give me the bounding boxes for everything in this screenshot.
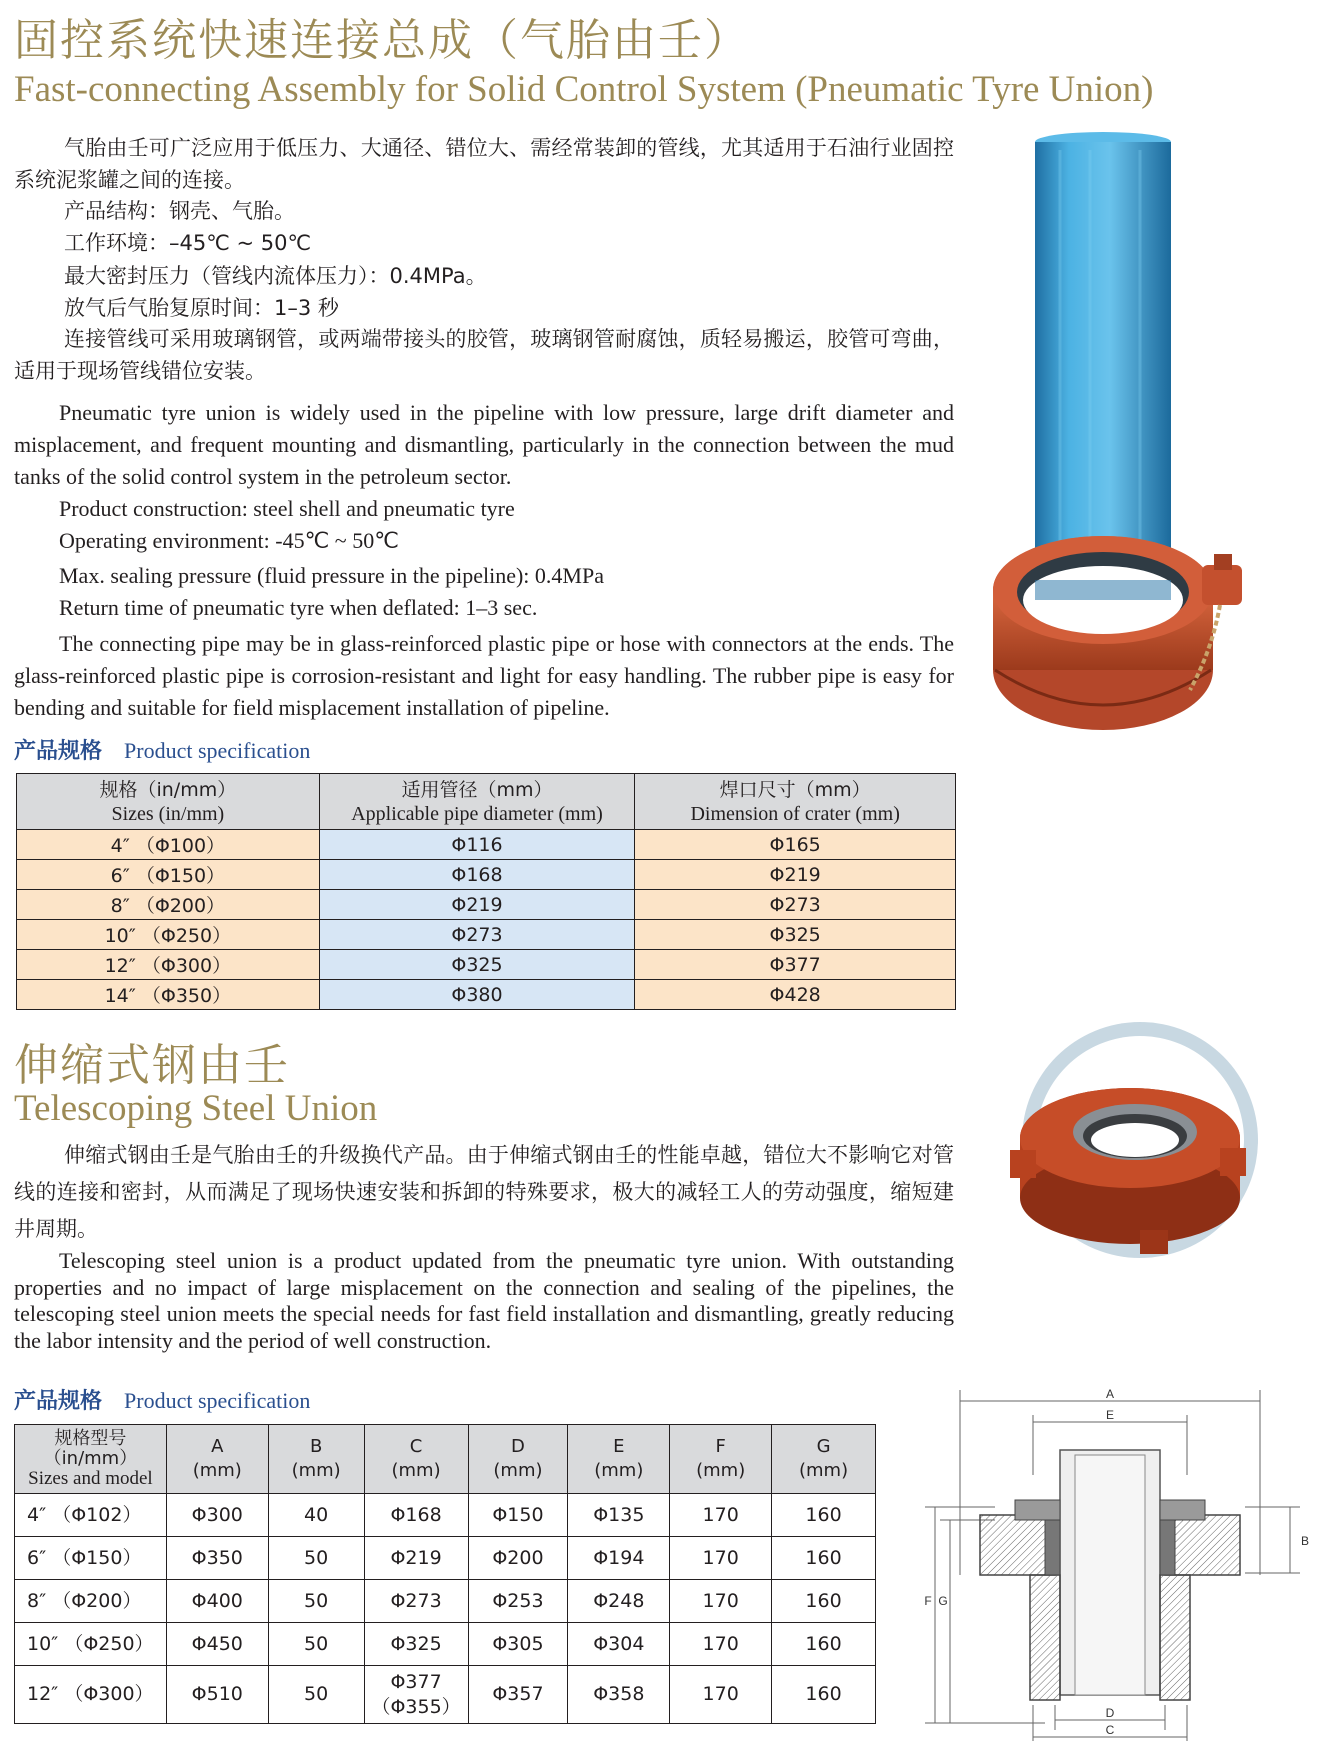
cell-size: 14″ （Φ350）	[17, 980, 320, 1010]
cell-model: 4″ （Φ102）	[15, 1494, 167, 1537]
cell-e: Φ304	[568, 1623, 670, 1666]
section2-body-en	[14, 1248, 954, 1354]
cell-g: 160	[772, 1494, 876, 1537]
cell-size: 6″ （Φ150）	[17, 860, 320, 890]
cell-g: 160	[772, 1580, 876, 1623]
section2-body-cn	[14, 1137, 954, 1248]
cell-a: Φ400	[166, 1580, 268, 1623]
pneumatic-union-spec-table	[16, 773, 956, 1010]
cell-crater: Φ377	[635, 950, 956, 980]
col-header-g: G (mm)	[772, 1425, 876, 1494]
section1-cn-pressure: 最大密封压力（管线内流体压力）：0.4MPa。	[64, 264, 487, 288]
cell-f: 170	[670, 1494, 772, 1537]
drawing-label-d: D	[1105, 1706, 1115, 1720]
cell-e: Φ358	[568, 1666, 670, 1724]
section1-en-intro: Pneumatic tyre union is widely used in the pipeline with low pressure, large drift diameter and misplacement, and frequent mounting and dismantling, particularly in the connection between the mud tanks of the solid control system in the petroleum sector.	[14, 400, 954, 489]
cell-pipe: Φ116	[319, 830, 635, 860]
cell-pipe: Φ380	[319, 980, 635, 1010]
table-row	[17, 950, 956, 980]
table-row	[17, 980, 956, 1010]
cell-crater: Φ273	[635, 890, 956, 920]
cell-d: Φ150	[468, 1494, 568, 1537]
cell-f: 170	[670, 1537, 772, 1580]
table-header-row	[17, 774, 956, 830]
section1-title-en: Fast-connecting Assembly for Solid Control System (Pneumatic Tyre Union)	[14, 69, 1154, 110]
col-header-pipe-diameter: 适用管径（mm） Applicable pipe diameter (mm)	[319, 774, 635, 830]
cell-size: 8″ （Φ200）	[17, 890, 320, 920]
section1-spec-title-en: Product specification	[124, 738, 311, 763]
telescoping-union-spec-table	[14, 1424, 876, 1724]
col-header-e: E (mm)	[568, 1425, 670, 1494]
cell-b: 50	[268, 1580, 364, 1623]
cell-crater: Φ325	[635, 920, 956, 950]
drawing-label-f: F	[924, 1594, 932, 1608]
cell-pipe: Φ273	[319, 920, 635, 950]
table-row	[15, 1494, 876, 1537]
cell-b: 50	[268, 1537, 364, 1580]
cell-pipe: Φ168	[319, 860, 635, 890]
cell-size: 10″ （Φ250）	[17, 920, 320, 950]
col-header-a: A (mm)	[166, 1425, 268, 1494]
telescoping-union-drawing	[915, 1385, 1315, 1741]
cell-model: 8″ （Φ200）	[15, 1580, 167, 1623]
cell-f: 170	[670, 1666, 772, 1724]
cell-pipe: Φ219	[319, 890, 635, 920]
section1-spec-title	[14, 734, 310, 765]
col-header-f: F (mm)	[670, 1425, 772, 1494]
cell-d: Φ253	[468, 1580, 568, 1623]
cell-pipe: Φ325	[319, 950, 635, 980]
cell-c: Φ273	[364, 1580, 468, 1623]
cell-a: Φ510	[166, 1666, 268, 1724]
section1-cn-return: 放气后气胎复原时间：1–3 秒	[64, 295, 339, 320]
cell-model: 10″ （Φ250）	[15, 1623, 167, 1666]
cell-d: Φ200	[468, 1537, 568, 1580]
cell-g: 160	[772, 1537, 876, 1580]
drawing-label-g: G	[938, 1594, 948, 1608]
telescoping-union-photo	[990, 1020, 1310, 1260]
section2-spec-title-cn: 产品规格	[14, 1389, 103, 1414]
section1-en-pipe: The connecting pipe may be in glass-reinforced plastic pipe or hose with connectors at the ends. The glass-reinforced plastic pipe is corrosion-resistant and light for easy handling. The rubber pipe is easy for bending and suitable for field misplacement installation of pipeline.	[14, 631, 954, 720]
cell-d: Φ357	[468, 1666, 568, 1724]
cell-crater: Φ165	[635, 830, 956, 860]
section1-body-cn	[14, 133, 954, 387]
cell-a: Φ450	[166, 1623, 268, 1666]
cell-f: 170	[670, 1623, 772, 1666]
section1-en-environment: Operating environment: -45℃ ~ 50℃	[59, 528, 399, 553]
section1-title-cn: 固控系统快速连接总成（气胎由壬）	[14, 15, 750, 66]
cell-crater: Φ219	[635, 860, 956, 890]
cell-e: Φ248	[568, 1580, 670, 1623]
cell-e: Φ194	[568, 1537, 670, 1580]
cell-f: 170	[670, 1580, 772, 1623]
section1-en-pressure: Max. sealing pressure (fluid pressure in the pipeline): 0.4MPa	[59, 563, 604, 588]
cell-model: 12″ （Φ300）	[15, 1666, 167, 1724]
cell-a: Φ300	[166, 1494, 268, 1537]
cell-size: 12″ （Φ300）	[17, 950, 320, 980]
section2-cn-intro: 伸缩式钢由壬是气胎由壬的升级换代产品。由于伸缩式钢由壬的性能卓越，错位大不影响它对管线的连接和密封，从而满足了现场快速安装和拆卸的特殊要求，极大的减轻工人的劳动强度，缩短建井周期。	[14, 1143, 954, 1241]
table-row	[15, 1623, 876, 1666]
drawing-label-a: A	[1105, 1387, 1115, 1401]
section2-en-intro: Telescoping steel union is a product updated from the pneumatic tyre union. With outstanding properties and no impact of large misplacement on the connection and sealing of the pipelines, the telescoping steel union meets the special needs for fast field installation and dismantling, greatly reducing the labor intensity and the period of well construction.	[14, 1248, 954, 1353]
cell-c: Φ168	[364, 1494, 468, 1537]
pneumatic-union-photo	[990, 130, 1290, 770]
col-header-d: D (mm)	[468, 1425, 568, 1494]
col-header-sizes: 规格（in/mm） Sizes (in/mm)	[17, 774, 320, 830]
cell-crater: Φ428	[635, 980, 956, 1010]
col-header-model: 规格型号 （in/mm） Sizes and model	[15, 1425, 167, 1494]
cell-g: 160	[772, 1623, 876, 1666]
table-row	[15, 1666, 876, 1724]
cell-c-main: Φ377	[390, 1670, 442, 1693]
section1-cn-environment: 工作环境：–45℃ ~ 50℃	[64, 230, 312, 255]
section1-cn-structure: 产品结构：钢壳、气胎。	[64, 199, 295, 223]
section1-en-construction: Product construction: steel shell and pneumatic tyre	[59, 496, 515, 521]
cell-model: 6″ （Φ150）	[15, 1537, 167, 1580]
cell-e: Φ135	[568, 1494, 670, 1537]
cell-c: Φ325	[364, 1623, 468, 1666]
section2-title-cn: 伸缩式钢由壬	[14, 1040, 290, 1091]
cell-b: 50	[268, 1666, 364, 1724]
col-header-crater: 焊口尺寸（mm） Dimension of crater (mm)	[635, 774, 956, 830]
section2-spec-title-en: Product specification	[124, 1388, 311, 1413]
section1-cn-intro: 气胎由壬可广泛应用于低压力、大通径、错位大、需经常装卸的管线，尤其适用于石油行业固控系统泥浆罐之间的连接。	[14, 136, 954, 192]
col-header-c: C (mm)	[364, 1425, 468, 1494]
cell-c	[364, 1666, 468, 1724]
section1-cn-pipe: 连接管线可采用玻璃钢管，或两端带接头的胶管，玻璃钢管耐腐蚀，质轻易搬运，胶管可弯曲，适用于现场管线错位安装。	[14, 327, 954, 383]
table-row	[17, 890, 956, 920]
cell-a: Φ350	[166, 1537, 268, 1580]
table-row	[17, 860, 956, 890]
section1-en-return: Return time of pneumatic tyre when deflated: 1–3 sec.	[59, 595, 538, 620]
cell-b: 50	[268, 1623, 364, 1666]
section1-spec-title-cn: 产品规格	[14, 739, 103, 764]
table-row	[15, 1537, 876, 1580]
table-row	[17, 920, 956, 950]
table-row	[15, 1580, 876, 1623]
cell-c-alt: （Φ355）	[371, 1695, 461, 1718]
col-header-b: B (mm)	[268, 1425, 364, 1494]
table-header-row	[15, 1425, 876, 1494]
section1-body-en	[14, 397, 954, 724]
drawing-label-e: E	[1105, 1408, 1115, 1422]
section2-spec-title	[14, 1384, 310, 1415]
table-row	[17, 830, 956, 860]
drawing-label-c: C	[1105, 1723, 1115, 1737]
cell-size: 4″ （Φ100）	[17, 830, 320, 860]
section2-title-en: Telescoping Steel Union	[14, 1088, 378, 1129]
cell-b: 40	[268, 1494, 364, 1537]
cell-c: Φ219	[364, 1537, 468, 1580]
drawing-label-b: B	[1300, 1534, 1310, 1548]
cell-g: 160	[772, 1666, 876, 1724]
cell-d: Φ305	[468, 1623, 568, 1666]
